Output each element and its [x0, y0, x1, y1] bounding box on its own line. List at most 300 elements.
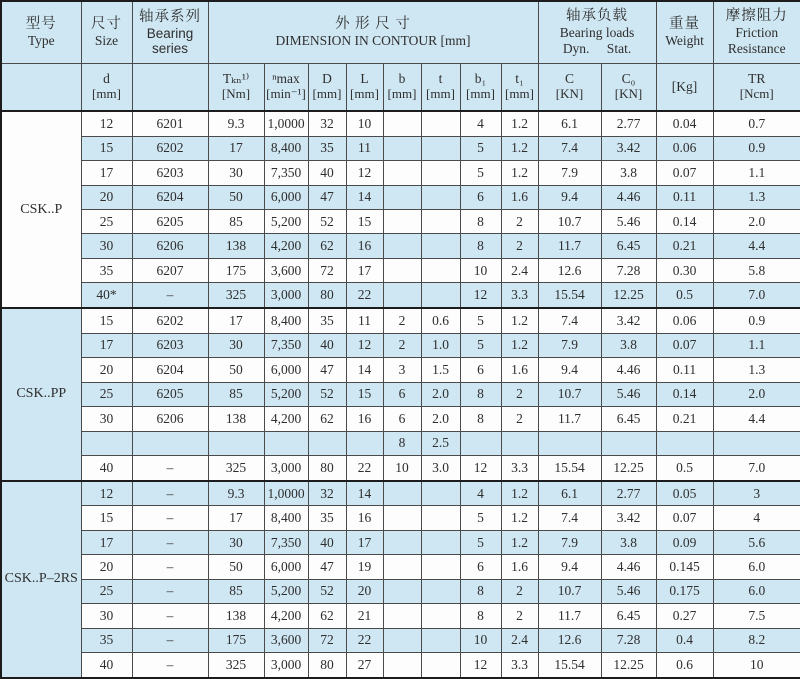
- cell-tr: 1.1: [713, 333, 800, 357]
- cell-b: 6: [383, 382, 421, 406]
- cell-c0: 12.25: [601, 456, 656, 481]
- table-row: [1, 382, 800, 406]
- header-col-C0: [601, 63, 656, 111]
- table-row: [1, 604, 800, 628]
- cell-kg: 0.5: [656, 456, 713, 481]
- cell-series: 6204: [132, 358, 208, 382]
- cell-kg: 0.21: [656, 407, 713, 431]
- cell-tkn: 9.3: [208, 111, 264, 136]
- cell-c: 15.54: [538, 283, 601, 308]
- col-tkn-unit: [Nm]: [221, 86, 251, 102]
- cell-t: [421, 628, 460, 652]
- cell-d: 52: [308, 579, 346, 603]
- cell-nmax: 4,200: [264, 407, 308, 431]
- cell-l: 17: [346, 258, 383, 282]
- cell-d: 62: [308, 234, 346, 258]
- cell-c0: 4.46: [601, 555, 656, 579]
- cell-size: 17: [81, 333, 132, 357]
- cell-series: –: [132, 530, 208, 554]
- cell-size: 17: [81, 530, 132, 554]
- cell-c0: 4.46: [601, 358, 656, 382]
- cell-d: 47: [308, 358, 346, 382]
- cell-tkn: 9.3: [208, 481, 264, 506]
- cell-d: 40: [308, 161, 346, 185]
- table-row: [1, 579, 800, 603]
- header-friction-en: Friction Resistance: [727, 25, 786, 57]
- cell-series: –: [132, 506, 208, 530]
- cell-t: 0.6: [421, 308, 460, 333]
- cell-t: [421, 136, 460, 160]
- cell-d: 52: [308, 210, 346, 234]
- cell-l: 15: [346, 210, 383, 234]
- cell-kg: 0.14: [656, 382, 713, 406]
- cell-d: 47: [308, 555, 346, 579]
- cell-kg: 0.145: [656, 555, 713, 579]
- cell-b1: 12: [460, 283, 501, 308]
- cell-tr: 1.3: [713, 358, 800, 382]
- cell-c0: 3.42: [601, 308, 656, 333]
- col-D-symbol: D: [322, 71, 332, 87]
- cell-kg: 0.09: [656, 530, 713, 554]
- cell-nmax: 4,200: [264, 234, 308, 258]
- cell-tkn: 17: [208, 506, 264, 530]
- cell-c: 9.4: [538, 555, 601, 579]
- cell-b1: [460, 431, 501, 455]
- header-row-groups: [1, 1, 800, 63]
- cell-b1: 8: [460, 579, 501, 603]
- cell-c: 10.7: [538, 210, 601, 234]
- cell-series: –: [132, 481, 208, 506]
- cell-tkn: 175: [208, 258, 264, 282]
- header-col-tr: [713, 63, 800, 111]
- cell-series: 6203: [132, 161, 208, 185]
- cell-tkn: 325: [208, 283, 264, 308]
- header-friction-zh: 摩擦阻力: [725, 8, 788, 24]
- cell-b: 2: [383, 308, 421, 333]
- cell-b1: 5: [460, 308, 501, 333]
- cell-c: 11.7: [538, 407, 601, 431]
- cell-t1: 2: [501, 407, 538, 431]
- cell-l: 17: [346, 530, 383, 554]
- cell-d: 32: [308, 111, 346, 136]
- cell-c0: 3.8: [601, 530, 656, 554]
- cell-d: 35: [308, 136, 346, 160]
- cell-nmax: 7,350: [264, 161, 308, 185]
- cell-b: [383, 481, 421, 506]
- cell-size: 25: [81, 210, 132, 234]
- cell-kg: 0.175: [656, 579, 713, 603]
- table-row: [1, 333, 800, 357]
- cell-b1: 12: [460, 653, 501, 678]
- table-row: [1, 161, 800, 185]
- col-t-symbol: t: [438, 71, 443, 87]
- cell-c0: 5.46: [601, 579, 656, 603]
- cell-nmax: 1,0000: [264, 481, 308, 506]
- cell-c0: 12.25: [601, 283, 656, 308]
- cell-c: 7.9: [538, 333, 601, 357]
- cell-series: –: [132, 555, 208, 579]
- cell-b: [383, 283, 421, 308]
- col-tr-symbol: TR: [748, 71, 766, 87]
- cell-t1: 1.2: [501, 481, 538, 506]
- cell-d: 40: [308, 530, 346, 554]
- cell-series: –: [132, 456, 208, 481]
- cell-c0: 12.25: [601, 653, 656, 678]
- cell-t1: 2: [501, 210, 538, 234]
- cell-l: 11: [346, 136, 383, 160]
- cell-b1: 8: [460, 210, 501, 234]
- cell-tr: 7.0: [713, 456, 800, 481]
- cell-l: 16: [346, 234, 383, 258]
- cell-tkn: 50: [208, 358, 264, 382]
- cell-series: 6205: [132, 382, 208, 406]
- cell-kg: 0.6: [656, 653, 713, 678]
- cell-tkn: 30: [208, 530, 264, 554]
- cell-tkn: 85: [208, 579, 264, 603]
- cell-tr: 8.2: [713, 628, 800, 652]
- cell-c: 7.9: [538, 161, 601, 185]
- cell-t1: 1.6: [501, 358, 538, 382]
- cell-d: 80: [308, 456, 346, 481]
- col-kg-unit: [Kg]: [671, 78, 698, 94]
- cell-kg: 0.21: [656, 234, 713, 258]
- cell-b1: 5: [460, 506, 501, 530]
- cell-size: 30: [81, 234, 132, 258]
- col-C-symbol: C: [564, 71, 574, 87]
- cell-size: 30: [81, 407, 132, 431]
- header-weight: [656, 1, 713, 63]
- cell-tr: 3: [713, 481, 800, 506]
- cell-l: 12: [346, 161, 383, 185]
- cell-t: [421, 258, 460, 282]
- table-row: [1, 258, 800, 282]
- cell-c0: 7.28: [601, 628, 656, 652]
- cell-kg: 0.11: [656, 185, 713, 209]
- cell-c0: 2.77: [601, 111, 656, 136]
- cell-t: 2.0: [421, 407, 460, 431]
- header-col-b: [383, 63, 421, 111]
- cell-nmax: 5,200: [264, 210, 308, 234]
- cell-size: [81, 431, 132, 455]
- cell-b1: 5: [460, 136, 501, 160]
- col-b1-unit: [mm]: [466, 86, 495, 102]
- cell-tkn: 325: [208, 653, 264, 678]
- cell-b: 6: [383, 407, 421, 431]
- cell-nmax: 1,0000: [264, 111, 308, 136]
- cell-c0: 6.45: [601, 234, 656, 258]
- cell-b1: 8: [460, 382, 501, 406]
- cell-l: 12: [346, 333, 383, 357]
- cell-size: 20: [81, 555, 132, 579]
- cell-t: [421, 579, 460, 603]
- cell-series: 6206: [132, 407, 208, 431]
- cell-tr: 4: [713, 506, 800, 530]
- cell-series: 6206: [132, 234, 208, 258]
- cell-t1: 1.6: [501, 555, 538, 579]
- cell-t: [421, 161, 460, 185]
- cell-kg: 0.07: [656, 506, 713, 530]
- cell-size: 15: [81, 506, 132, 530]
- cell-size: 25: [81, 382, 132, 406]
- cell-kg: 0.30: [656, 258, 713, 282]
- table-row: [1, 283, 800, 308]
- cell-series: –: [132, 604, 208, 628]
- col-b1-symbol: b₁: [474, 71, 487, 87]
- cell-b: 2: [383, 333, 421, 357]
- cell-t1: 1.2: [501, 111, 538, 136]
- cell-size: 12: [81, 111, 132, 136]
- col-t1-symbol: t₁: [515, 71, 524, 87]
- cell-b: [383, 111, 421, 136]
- cell-t1: 1.6: [501, 185, 538, 209]
- cell-tkn: 85: [208, 210, 264, 234]
- cell-b1: 6: [460, 358, 501, 382]
- cell-t1: [501, 431, 538, 455]
- cell-tr: 2.0: [713, 210, 800, 234]
- cell-t: [421, 283, 460, 308]
- cell-b: [383, 161, 421, 185]
- cell-l: 22: [346, 283, 383, 308]
- cell-c0: 3.8: [601, 333, 656, 357]
- header-col-kg: [656, 63, 713, 111]
- table-row: [1, 210, 800, 234]
- cell-size: 17: [81, 161, 132, 185]
- cell-b: [383, 653, 421, 678]
- cell-size: 35: [81, 628, 132, 652]
- cell-tkn: 17: [208, 136, 264, 160]
- cell-l: 14: [346, 185, 383, 209]
- header-row-units: [1, 63, 800, 111]
- cell-b: [383, 506, 421, 530]
- cell-t: [421, 111, 460, 136]
- cell-b: 8: [383, 431, 421, 455]
- cell-t1: 1.2: [501, 530, 538, 554]
- cell-tr: 0.9: [713, 308, 800, 333]
- cell-c: 10.7: [538, 382, 601, 406]
- cell-kg: 0.06: [656, 136, 713, 160]
- cell-b: [383, 136, 421, 160]
- cell-tkn: 138: [208, 234, 264, 258]
- cell-size: 40: [81, 653, 132, 678]
- table-row: [1, 407, 800, 431]
- cell-kg: 0.05: [656, 481, 713, 506]
- cell-tkn: 175: [208, 628, 264, 652]
- cell-c: 7.9: [538, 530, 601, 554]
- cell-t1: 1.2: [501, 506, 538, 530]
- header-bearing-series: [132, 1, 208, 63]
- cell-tr: 5.6: [713, 530, 800, 554]
- cell-l: 19: [346, 555, 383, 579]
- cell-l: 15: [346, 382, 383, 406]
- header-weight-en: Weight: [665, 33, 704, 49]
- cell-tr: 2.0: [713, 382, 800, 406]
- cell-t: [421, 653, 460, 678]
- cell-c0: 5.46: [601, 210, 656, 234]
- cell-d: [308, 431, 346, 455]
- table-row: [1, 555, 800, 579]
- cell-nmax: 5,200: [264, 382, 308, 406]
- col-b-symbol: b: [398, 71, 406, 87]
- cell-d: 80: [308, 653, 346, 678]
- cell-size: 25: [81, 579, 132, 603]
- cell-d: 35: [308, 308, 346, 333]
- cell-c: 7.4: [538, 308, 601, 333]
- cell-tkn: 138: [208, 407, 264, 431]
- cell-d: 72: [308, 628, 346, 652]
- header-loads-dyn-stat: Dyn. Stat.: [562, 41, 632, 57]
- header-type-en: Type: [27, 33, 55, 49]
- cell-l: 27: [346, 653, 383, 678]
- cell-b: [383, 555, 421, 579]
- cell-tkn: 17: [208, 308, 264, 333]
- cell-b1: 8: [460, 407, 501, 431]
- cell-tr: 7.0: [713, 283, 800, 308]
- cell-size: 20: [81, 185, 132, 209]
- type-cell: CSK..P: [1, 111, 81, 308]
- col-L-unit: [mm]: [350, 86, 379, 102]
- cell-c: 12.6: [538, 258, 601, 282]
- table-row: [1, 308, 800, 333]
- cell-t1: 2: [501, 382, 538, 406]
- cell-tr: [713, 431, 800, 455]
- col-L-symbol: L: [360, 71, 369, 87]
- header-loads-en: Bearing loads: [559, 25, 635, 41]
- header-type-zh: 型号: [25, 16, 57, 33]
- cell-t: [421, 234, 460, 258]
- header-col-tkn: [208, 63, 264, 111]
- header-series-en: Bearing series: [146, 25, 194, 57]
- col-D-unit: [mm]: [312, 86, 342, 102]
- cell-nmax: 3,000: [264, 283, 308, 308]
- cell-c: 12.6: [538, 628, 601, 652]
- header-dimension-en: DIMENSION IN CONTOUR [mm]: [275, 33, 471, 49]
- header-series-zh: 轴承系列: [139, 8, 201, 25]
- cell-kg: 0.06: [656, 308, 713, 333]
- cell-b: [383, 530, 421, 554]
- cell-series: 6204: [132, 185, 208, 209]
- cell-tr: 10: [713, 653, 800, 678]
- cell-t1: 1.2: [501, 333, 538, 357]
- cell-c: 6.1: [538, 481, 601, 506]
- cell-series: 6201: [132, 111, 208, 136]
- cell-t: [421, 185, 460, 209]
- cell-kg: 0.07: [656, 161, 713, 185]
- cell-nmax: 8,400: [264, 136, 308, 160]
- cell-kg: 0.11: [656, 358, 713, 382]
- table-row: [1, 185, 800, 209]
- header-bearing-loads-group: [538, 1, 656, 63]
- table-body: [1, 111, 800, 678]
- cell-d: 32: [308, 481, 346, 506]
- header-col-D: [308, 63, 346, 111]
- cell-kg: [656, 431, 713, 455]
- cell-t1: 2: [501, 604, 538, 628]
- cell-b1: 5: [460, 530, 501, 554]
- cell-b: [383, 210, 421, 234]
- cell-series: 6205: [132, 210, 208, 234]
- cell-t: [421, 210, 460, 234]
- cell-size: 15: [81, 136, 132, 160]
- cell-d: 40: [308, 333, 346, 357]
- cell-l: 11: [346, 308, 383, 333]
- cell-t: 1.0: [421, 333, 460, 357]
- cell-size: 20: [81, 358, 132, 382]
- cell-series: –: [132, 579, 208, 603]
- header-series-blank: [132, 63, 208, 111]
- cell-b: 10: [383, 456, 421, 481]
- cell-l: 22: [346, 456, 383, 481]
- col-t-unit: [mm]: [426, 86, 455, 102]
- cell-size: 30: [81, 604, 132, 628]
- cell-c0: 6.45: [601, 604, 656, 628]
- cell-series: 6207: [132, 258, 208, 282]
- cell-nmax: 4,200: [264, 604, 308, 628]
- cell-series: –: [132, 283, 208, 308]
- cell-b1: 6: [460, 555, 501, 579]
- cell-c0: [601, 431, 656, 455]
- cell-l: [346, 431, 383, 455]
- table-row: [1, 358, 800, 382]
- table-row: [1, 136, 800, 160]
- cell-c0: 6.45: [601, 407, 656, 431]
- cell-c0: 4.46: [601, 185, 656, 209]
- cell-d: 52: [308, 382, 346, 406]
- col-d-symbol: d: [103, 71, 110, 87]
- cell-nmax: 7,350: [264, 333, 308, 357]
- col-C0-unit: [KN]: [614, 86, 643, 102]
- cell-c0: 3.42: [601, 506, 656, 530]
- table-row: [1, 506, 800, 530]
- cell-nmax: 6,000: [264, 358, 308, 382]
- cell-nmax: [264, 431, 308, 455]
- cell-b1: 8: [460, 604, 501, 628]
- cell-c0: 7.28: [601, 258, 656, 282]
- cell-d: 62: [308, 407, 346, 431]
- cell-c: [538, 431, 601, 455]
- cell-b1: 10: [460, 628, 501, 652]
- cell-d: 80: [308, 283, 346, 308]
- cell-b1: 8: [460, 234, 501, 258]
- header-size-en: Size: [94, 33, 119, 49]
- header-friction: [713, 1, 800, 63]
- cell-series: 6202: [132, 308, 208, 333]
- cell-d: 47: [308, 185, 346, 209]
- cell-t1: 1.2: [501, 136, 538, 160]
- cell-kg: 0.04: [656, 111, 713, 136]
- cell-c: 7.4: [538, 136, 601, 160]
- cell-t1: 3.3: [501, 283, 538, 308]
- cell-t1: 3.3: [501, 456, 538, 481]
- cell-tr: 0.7: [713, 111, 800, 136]
- cell-l: 10: [346, 111, 383, 136]
- cell-t1: 1.2: [501, 308, 538, 333]
- cell-tkn: [208, 431, 264, 455]
- col-C-unit: [KN]: [555, 86, 584, 102]
- col-d-unit: [mm]: [92, 86, 121, 102]
- cell-nmax: 3,600: [264, 258, 308, 282]
- col-nmax-unit: [min⁻¹]: [266, 86, 306, 102]
- cell-b1: 5: [460, 161, 501, 185]
- cell-c: 9.4: [538, 358, 601, 382]
- table-row: [1, 653, 800, 678]
- type-cell: CSK..PP: [1, 308, 81, 481]
- cell-t1: 2.4: [501, 628, 538, 652]
- table-row: [1, 530, 800, 554]
- cell-d: 35: [308, 506, 346, 530]
- col-C0-symbol: C₀: [621, 71, 636, 87]
- cell-tr: 4.4: [713, 407, 800, 431]
- cell-tr: 5.8: [713, 258, 800, 282]
